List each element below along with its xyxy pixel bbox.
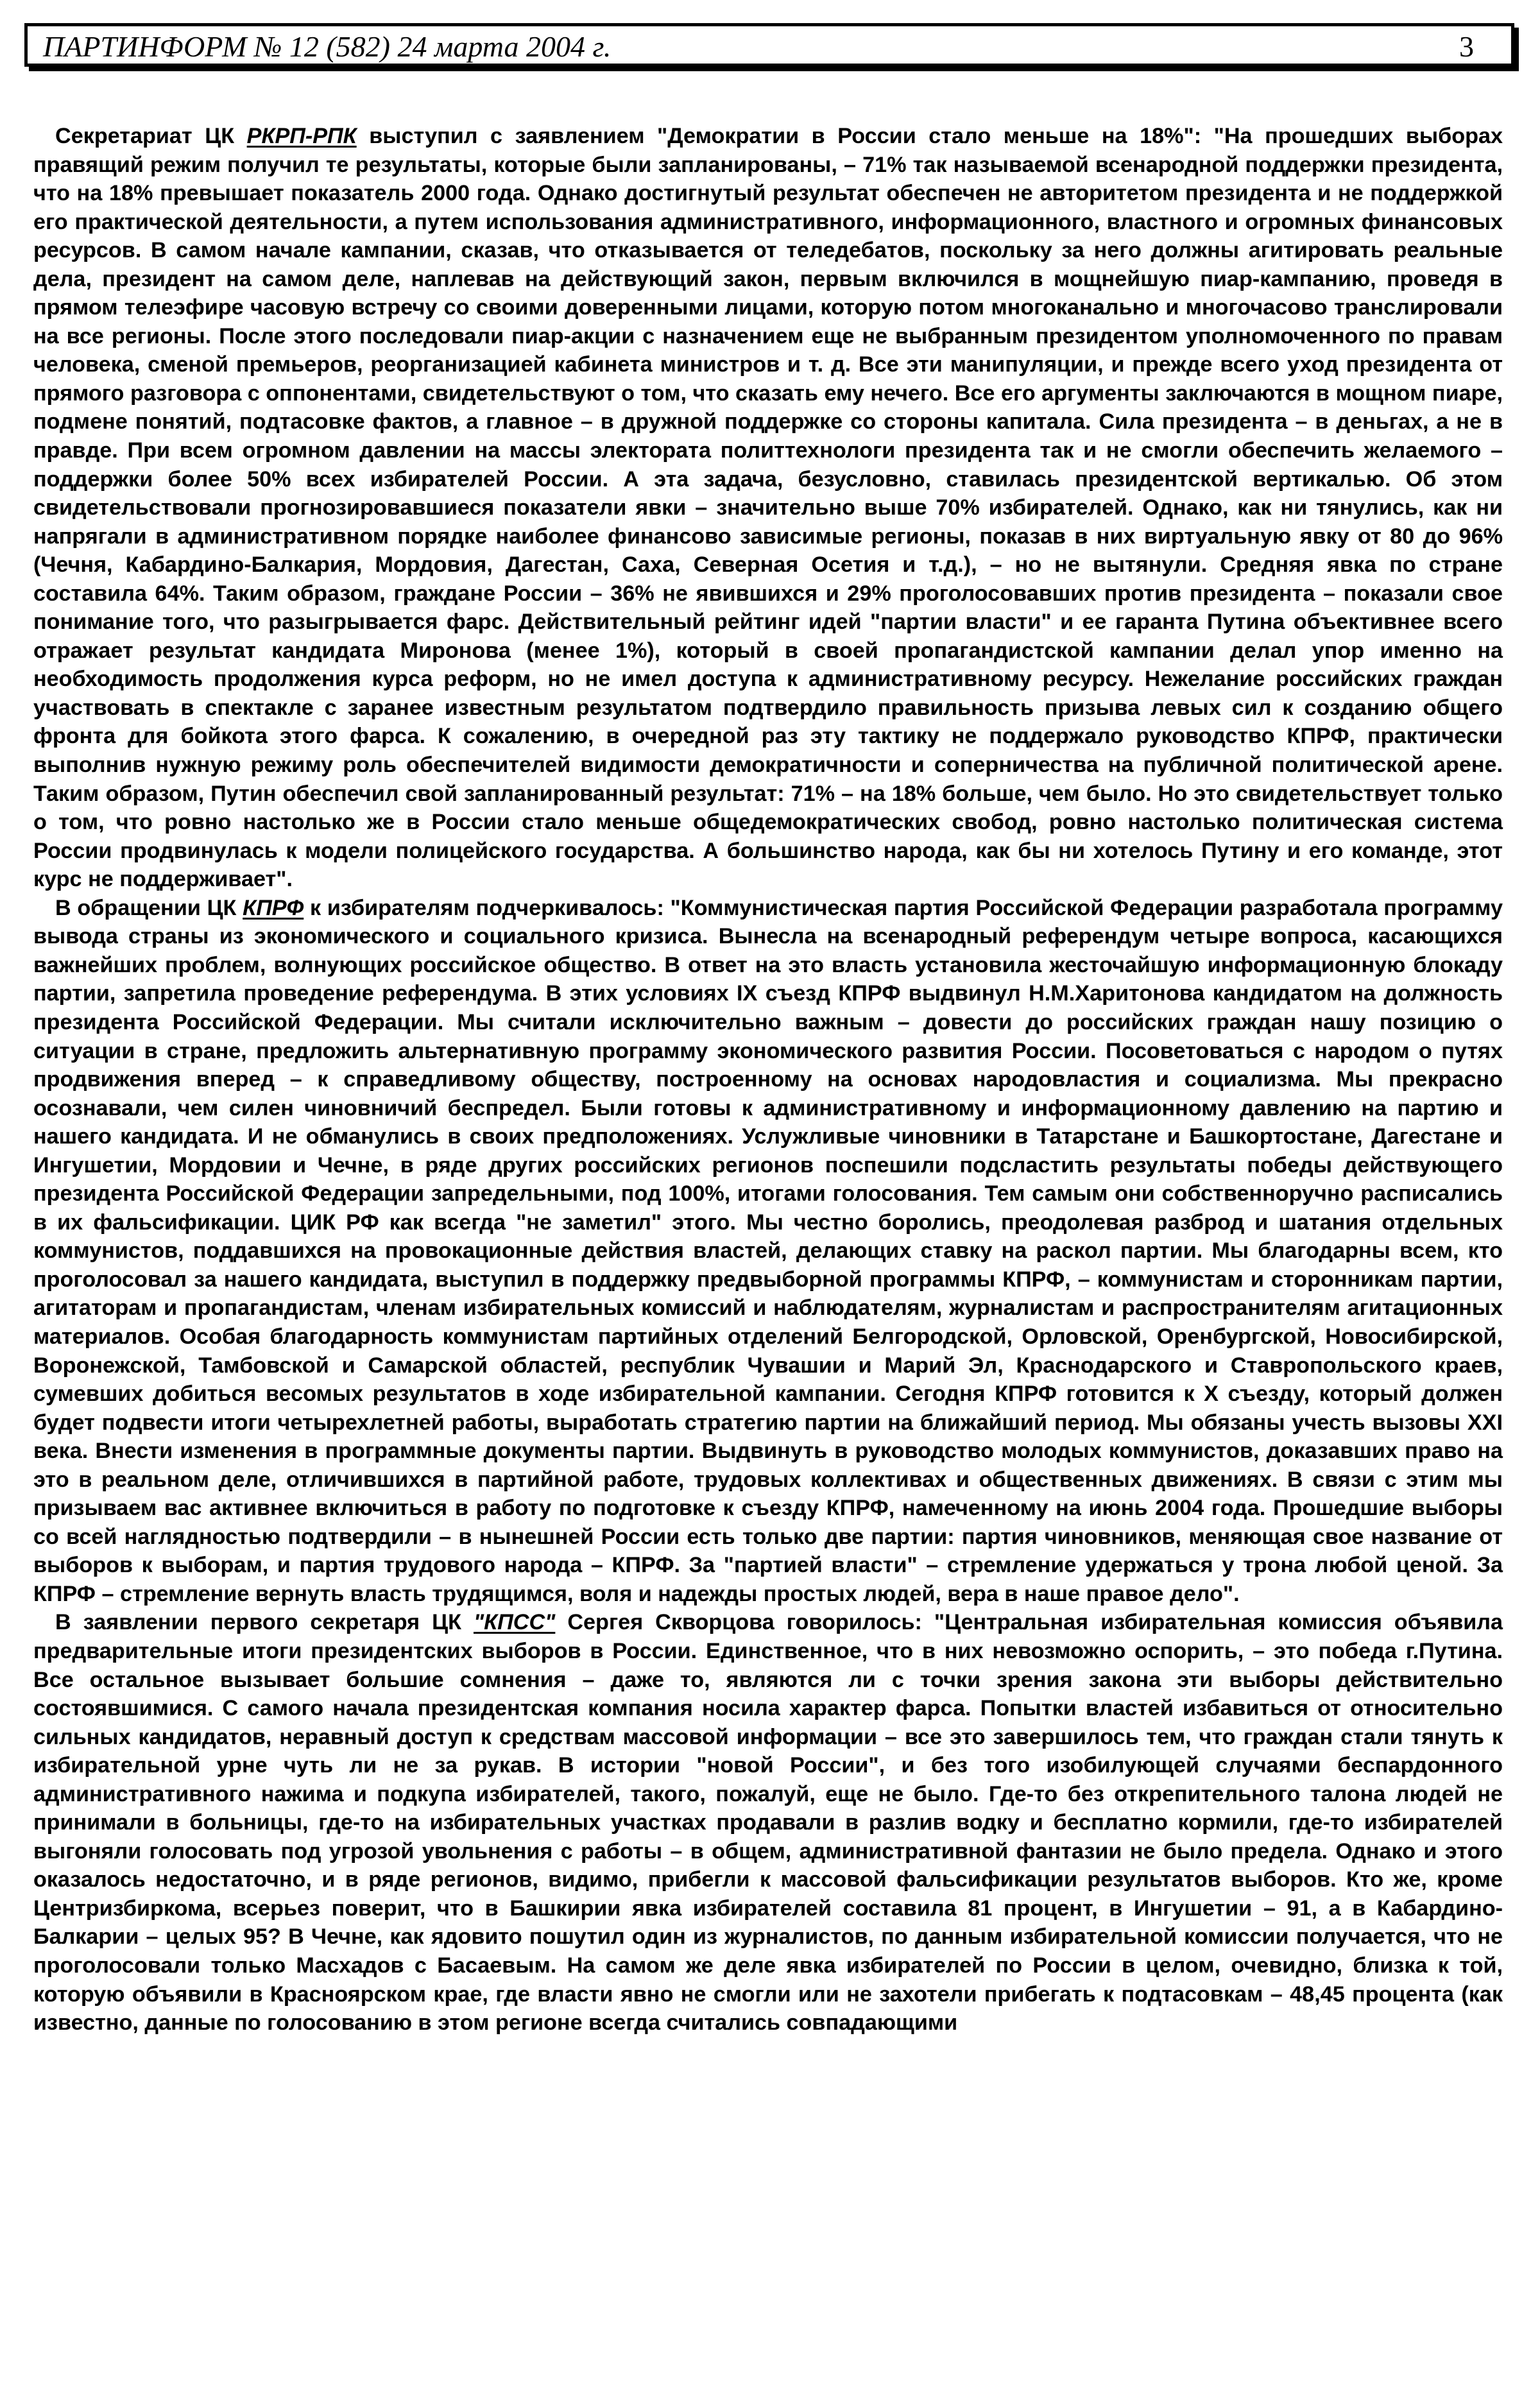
paragraph-text: Сергея Скворцова говорилось: "Центральная избирательная комиссия объявила предварительные итоги президентских выборов в России. Единственное, что в них невозможно оспорить, – это победа г.Путина. Все остальное вызывает большие сомнения – даже то, являются ли с точки зрения закона эти выборы действительно состоявшимися. С самого начала президентская компания носила характер фарса. Попытки властей избавиться от относительно сильных кандидатов, неравный доступ к средствам массовой информации – все это завершилось тем, что граждан стали тянуть к избирательной урне чуть ли не за рукав. В истории "новой России", и без того изобилующей случаями беспардонного административного нажима и подкупа избирателей, такого, пожалуй, еще не было. Где-то без открепительного талона людей не принимали в больницы, где-то на избирательных участках продавали в разлив водку и бесплатно кормили, где-то избирателей выгоняли голосовать под угрозой увольнения с работы – в общем, административной фантазии не было предела. Однако и этого оказалось недостаточно, и в ряде регионов, видимо, прибегли к массовой фальсификации результатов выборов. Кто же, кроме Центризбиркома, всерьез поверит, что в Башкирии явка избирателей составила 81 процент, в Ингушетии – 91, а в Кабардино-Балкарии – целых 95? В Чечне, как ядовито пошутил один из журналистов, по данным избирательной комиссии получается, что не проголосовали только Масхадов с Басаевым. На самом же деле явка избирателей по России в целом, очевидно, близка к той, которую объявили в Красноярском крае, где власти явно не смогли или не захотели прибегать к подтасовкам – 48,45 процента (как известно, данные по голосованию в этом регионе всегда считались совпадающими: [33, 1610, 1503, 2035]
paragraph-text: выступил с заявлением "Демократии в России стало меньше на 18%": "На прошедших выборах правящий режим получил те результаты, которые были запланированы, – 71% так называемой всенародной поддержки президента, что на 18% превышает показатель 2000 года. Однако достигнутый результат обеспечен не авторитетом президента и не поддержкой его практической деятельности, а путем использования административного, информационного, властного и огромных финансовых ресурсов. В самом начале кампании, сказав, что отказывается от теледебатов, поскольку за него должны агитировать реальные дела, президент на самом деле, наплевав на действующий закон, первым включился в мощнейшую пиар-кампанию, проведя в прямом телеэфире часовую встречу со своими доверенными лицами, которую потом многоканально и многочасово транслировали на все регионы. После этого последовали пиар-акции с назначением еще не выбранным президентом уполномоченного по правам человека, сменой премьеров, реорганизацией кабинета министров и т. д. Все эти манипуляции, и прежде всего уход президента от прямого разговора с оппонентами, свидетельствуют о том, что сказать ему нечего. Все его аргументы заключаются в мощном пиаре, подмене понятий, подтасовке фактов, а главное – в дружной поддержке со стороны капитала. Сила президента – в деньгах, а не в правде. При всем огромном давлении на массы электората политтехнологи президента так и не смогли обеспечить желаемого – поддержки более 50% всех избирателей России. А эта задача, безусловно, ставилась президентской вертикалью. Об этом свидетельствовали прогнозировавшиеся показатели явки – значительно выше 70% избирателей. Однако, как ни тянулись, как ни напрягали в административном порядке наиболее финансово зависимые регионы, показав в них виртуальную явку от 80 до 96% (Чечня, Кабардино-Балкария, Мордовия, Дагестан, Саха, Северная Осетия и т.д.), – но не вытянули. Средняя явка по стране составила 64%. Таким образом, граждане России – 36% не явившихся и 29% проголосовавших против президента – показали свое понимание того, что разыгрывается фарс. Действительный рейтинг идей "партии власти" и ее гаранта Путина объективнее всего отражает результат кандидата Миронова (менее 1%), который в своей пропагандистской кампании делал упор именно на необходимость продолжения курса реформ, но не имел доступа к административному ресурсу. Нежелание российских граждан участвовать в спектакле с заранее известным результатом подтвердило правильность призыва левых сил к созданию общего фронта для бойкота этого фарса. К сожалению, в очередной раз эту тактику не поддержало руководство КПРФ, практически выполнив нужную режиму роль обеспечителей видимости демократичности и соперничества на публичной политической арене. Таким образом, Путин обеспечил свой запланированный результат: 71% – на 18% больше, чем было. Но это свидетельствует только о том, что ровно настолько же в России стало меньше общедемократических свобод, ровно настолько политическая система России продвинулась к модели полицейского государства. А большинство народа, как бы ни хотелось Путину и его команде, этот курс не поддерживает".: [33, 124, 1503, 892]
paragraph-kpss-statement: [33, 1608, 1503, 2037]
article-body: [33, 122, 1503, 2037]
party-name-rkrp: РКРП-РПК: [246, 124, 357, 148]
party-name-kpss: "КПСС": [473, 1610, 556, 1635]
newspaper-issue-title: ПАРТИНФОРМ № 12 (582) 24 марта 2004 г.: [43, 30, 612, 63]
paragraph-lead: Секретариат ЦК: [55, 124, 247, 148]
party-name-kprf: КПРФ: [243, 895, 304, 920]
paragraph-kprf-appeal: [33, 894, 1503, 1609]
paragraph-rkrp-statement: [33, 122, 1503, 894]
page-number: 3: [1459, 30, 1474, 63]
paragraph-lead: В обращении ЦК: [55, 895, 243, 920]
paragraph-lead: В заявлении первого секретаря ЦК: [55, 1610, 474, 1635]
paragraph-text: к избирателям подчеркивалось: "Коммунистическая партия Российской Федерации разработала программу вывода страны из экономического и социального кризиса. Вынесла на всенародный референдум четыре вопроса, касающихся важнейших проблем, волнующих российское общество. В ответ на это власть установила жесточайшую информационную блокаду партии, запретила проведение референдума. В этих условиях IX съезд КПРФ выдвинул Н.М.Харитонова кандидатом на должность президента Российской Федерации. Мы считали исключительно важным – довести до российских граждан нашу позицию о ситуации в стране, предложить альтернативную программу экономического развития России. Посоветоваться с народом о путях продвижения вперед – к справедливому обществу, построенному на основах народовластия и социализма. Мы прекрасно осознавали, чем силен чиновничий беспредел. Были готовы к административному и информационному давлению на партию и нашего кандидата. И не обманулись в своих предположениях. Услужливые чиновники в Татарстане и Башкортостане, Дагестане и Ингушетии, Мордовии и Чечне, в ряде других российских регионов поспешили подсластить результаты победы действующего президента Российской Федерации запредельными, под 100%, итогами голосования. Тем самым они собственноручно расписались в их фальсификации. ЦИК РФ как всегда "не заметил" этого. Мы честно боролись, преодолевая разброд и шатания отдельных коммунистов, поддавшихся на провокационные действия властей, делающих ставку на раскол партии. Мы благодарны всем, кто проголосовал за нашего кандидата, выступил в поддержку предвыборной программы КПРФ, – коммунистам и сторонникам партии, агитаторам и пропагандистам, членам избирательных комиссий и наблюдателям, журналистам и распространителям агитационных материалов. Особая благодарность коммунистам партийных отделений Белгородской, Орловской, Оренбургской, Новосибирской, Воронежской, Тамбовской и Самарской областей, республик Чувашии и Марий Эл, Краснодарского и Ставропольского краев, сумевших добиться весомых результатов в ходе избирательной кампании. Сегодня КПРФ готовится к X съезду, который должен будет подвести итоги четырехлетней работы, выработать стратегию партии на ближайший период. Мы обязаны учесть вызовы XXI века. Внести изменения в программные документы партии. Выдвинуть в руководство молодых коммунистов, доказавших право на это в реальном деле, отличившихся в партийной работе, трудовых коллективах и общественных движениях. В связи с этим мы призываем вас активнее включиться в работу по подготовке к съезду КПРФ, намеченному на июнь 2004 года. Прошедшие выборы со всей наглядностью подтвердили – в нынешней России есть только две партии: партия чиновников, меняющая свое название от выборов к выборам, и партия трудового народа – КПРФ. За "партией власти" – стремление удержаться у трона любой ценой. За КПРФ – стремление вернуть власть трудящимся, воля и надежды простых людей, вера в наше правое дело".: [33, 895, 1503, 1606]
page-header: [24, 23, 1514, 67]
